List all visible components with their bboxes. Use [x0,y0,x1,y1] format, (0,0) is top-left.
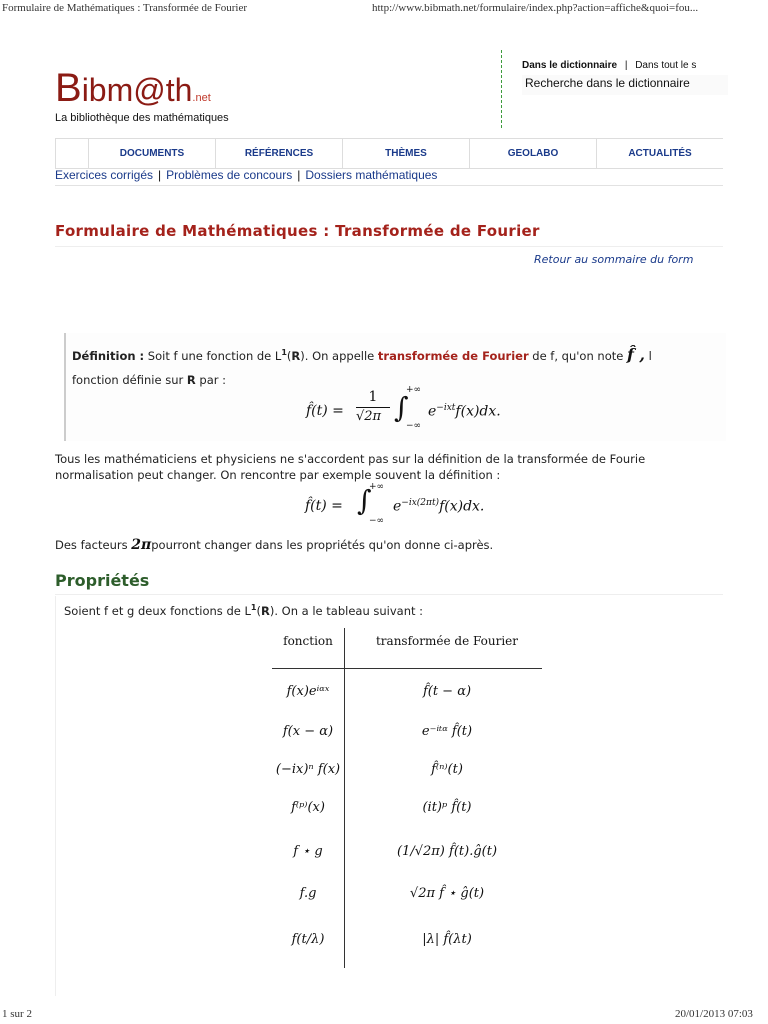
nav-spacer [55,139,88,168]
nav-references[interactable]: RÉFÉRENCES [215,139,342,168]
logo-text: ibm@th [81,72,193,108]
main-nav [55,138,723,169]
nav-themes[interactable]: THÈMES [342,139,469,168]
table-cell: √2π f̂ ⋆ ĝ(t) [409,886,485,901]
table-header-transform: transformée de Fourier [375,634,519,648]
section-title: Propriétés [55,571,150,590]
table-row: f(x − α) [282,724,334,739]
table-row: (−ix)ⁿ f(x) [275,762,341,777]
table-cell: e⁻ⁱᵗᵅ f̂(t) [421,724,473,739]
document-url: http://www.bibmath.net/formulaire/index.php?action=affiche&quoi=fou... [372,2,699,14]
link-dossiers[interactable]: Dossiers mathématiques [305,168,438,182]
alt-definition-formula: f̂(t) = ∫ +∞ −∞ $e^{-ix(2\pi t)}f(x)dx$. [305,482,485,526]
fhat-symbol: f̂ , [626,345,645,364]
table-row: f ⋆ g [293,844,323,859]
logo-net: .net [192,92,211,104]
properties-table [272,628,542,968]
document-title: Formulaire de Mathématiques : Transformée de Fourier [2,2,248,14]
paragraph-line-2: normalisation peut changer. On rencontre par exemple souvent la définition : [55,468,501,482]
scope-whole-site[interactable]: Dans tout le s [635,60,697,71]
print-timestamp: 20/01/2013 07:03 [675,1008,753,1020]
link-exercices[interactable]: Exercices corrigés [55,168,154,182]
link-problemes[interactable]: Problèmes de concours [166,168,293,182]
search-divider [501,50,502,128]
table-row: f⁽ᵖ⁾(x) [291,800,325,815]
site-logo[interactable] [55,66,211,111]
title-rule [55,246,723,247]
table-row: f(x)eⁱᵅˣ [286,684,330,699]
table-column-rule [344,628,345,968]
section-intro: Soient f et g deux fonctions de $L^1(R)$. On a le tableau suivant : [64,603,424,618]
table-row: f(t/λ) [291,932,325,947]
nav-geolabo[interactable]: GEOLABO [469,139,596,168]
table-row: f.g [299,886,317,901]
table-header-fonction: fonction [283,634,333,648]
definition-line-1: Définition : Soit f une fonction de $L^1(R)$. On appelle transformée de Fourier de f, qu'on note f̂ , l [72,345,652,364]
table-cell: (it)ᵖ f̂(t) [422,800,472,815]
logo-b: B [55,66,82,110]
paragraph-line-1: Tous les mathématiciens et physiciens ne s'accordent pas sur la définition de la transformée de Fourie [55,452,646,466]
page-title: Formulaire de Mathématiques : Transformée de Fourier [55,222,540,240]
definition-label: Définition : [72,349,145,363]
section-left-rule [55,596,56,996]
header-rule [55,185,723,186]
tagline: La bibliothèque des mathématiques [55,112,229,124]
search-scope: Dans le dictionnaire | Dans tout le s [522,60,697,71]
table-cell: f̂⁽ⁿ⁾(t) [431,762,463,777]
search-input[interactable]: Recherche dans le dictionnaire [522,75,728,95]
nav-actualites[interactable]: ACTUALITÉS [596,139,723,168]
page-counter: 1 sur 2 [2,1008,32,1020]
fourier-link[interactable]: transformée de Fourier [377,349,529,363]
definition-line-2: fonction définie sur R par : [72,373,227,387]
nav-documents[interactable]: DOCUMENTS [88,139,215,168]
section-rule [55,594,723,595]
scope-dictionary[interactable]: Dans le dictionnaire [522,60,618,71]
table-cell: (1/√2π) f̂(t).ĝ(t) [396,844,498,859]
table-cell: f̂(t − α) [422,684,472,699]
sub-links: Exercices corrigés | Problèmes de concours | Dossiers mathématiques [55,168,438,182]
back-to-summary-link[interactable]: Retour au sommaire du form [534,253,694,266]
table-header-rule [272,668,542,669]
table-cell: |λ| f̂(λt) [422,932,472,947]
definition-box: Définition : Soit f une fonction de $L^1(R)$. On appelle transformée de Fourier de f, qu'on note f̂ , l fonction définie sur R par : f̂(t) = 1 √2π ∫ +∞ −∞ $e^{-ixt}f(x)dx$. [64,333,726,441]
factors-sentence: Des facteurs 2πpourront changer dans les propriétés qu'on donne ci-après. [55,537,494,553]
